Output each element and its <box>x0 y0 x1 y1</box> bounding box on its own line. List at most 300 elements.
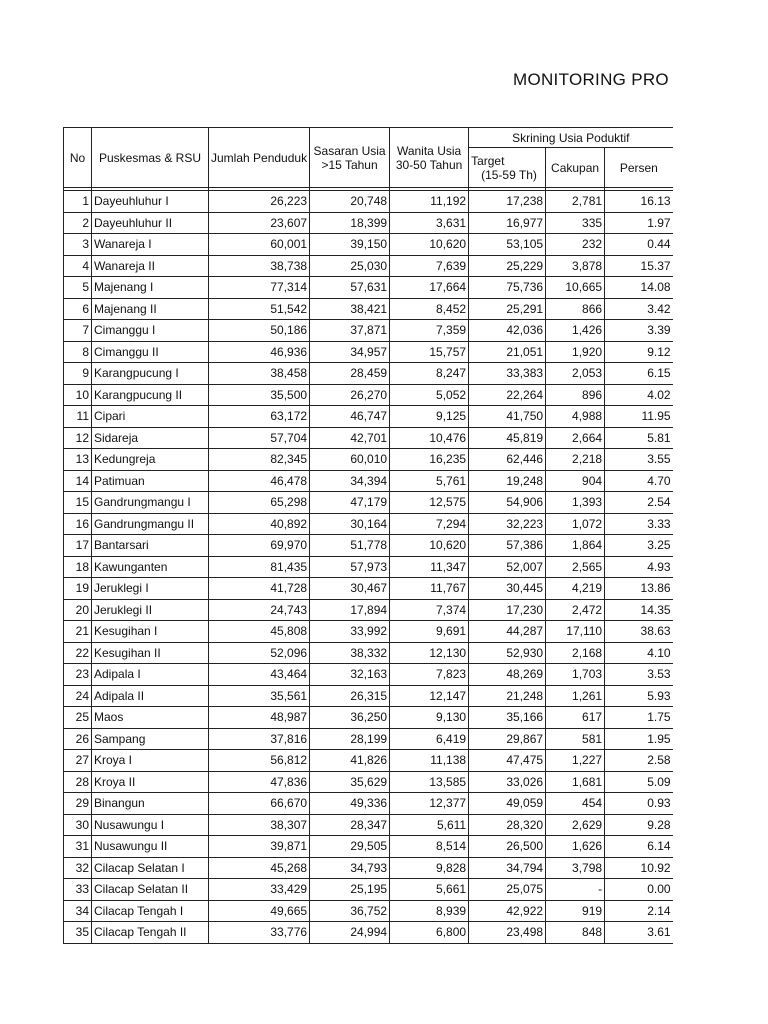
table-row <box>64 277 673 299</box>
row-sasaran-cell: 26,270 <box>310 384 390 406</box>
row-target-cell: 21,248 <box>469 685 546 707</box>
row-puskesmas-cell: Sidareja <box>92 427 209 449</box>
row-cakupan-cell: 866 <box>546 298 605 320</box>
row-cakupan-cell: 1,626 <box>546 836 605 858</box>
row-cakupan-cell: 454 <box>546 793 605 815</box>
row-target-cell: 52,007 <box>469 556 546 578</box>
table-row <box>64 771 673 793</box>
row-persen-cell: 3.55 <box>605 449 673 471</box>
row-sasaran-cell: 30,467 <box>310 578 390 600</box>
row-persen-cell: 3.53 <box>605 664 673 686</box>
row-jumlah-penduduk-cell: 51,542 <box>209 298 310 320</box>
row-jumlah-penduduk-cell: 38,458 <box>209 363 310 385</box>
row-jumlah-penduduk-cell: 57,704 <box>209 427 310 449</box>
row-puskesmas-cell: Karangpucung II <box>92 384 209 406</box>
row-puskesmas-cell: Majenang I <box>92 277 209 299</box>
row-jumlah-penduduk-cell: 46,936 <box>209 341 310 363</box>
table-row <box>64 341 673 363</box>
table-row <box>64 492 673 514</box>
row-wanita-cell: 12,377 <box>390 793 469 815</box>
row-persen-cell: 3.33 <box>605 513 673 535</box>
row-persen-cell: 10.92 <box>605 857 673 879</box>
header-wanita-line2: 30-50 Tahun <box>395 157 463 172</box>
row-wanita-cell: 9,130 <box>390 707 469 729</box>
row-persen-cell: 5.09 <box>605 771 673 793</box>
table-row <box>64 857 673 879</box>
row-sasaran-cell: 29,505 <box>310 836 390 858</box>
table-row <box>64 234 673 256</box>
header-wanita-line1: Wanita Usia <box>396 143 462 158</box>
row-wanita-cell: 9,125 <box>390 406 469 428</box>
row-puskesmas-cell: Cilacap Tengah II <box>92 922 209 944</box>
row-cakupan-cell: 896 <box>546 384 605 406</box>
row-sasaran-cell: 28,199 <box>310 728 390 750</box>
row-target-cell: 30,445 <box>469 578 546 600</box>
row-no-cell: 27 <box>64 750 92 772</box>
row-target-cell: 48,269 <box>469 664 546 686</box>
row-no-cell: 8 <box>64 341 92 363</box>
row-sasaran-cell: 42,701 <box>310 427 390 449</box>
row-puskesmas-cell: Nusawungu I <box>92 814 209 836</box>
row-puskesmas-cell: Bantarsari <box>92 535 209 557</box>
row-cakupan-cell: 4,988 <box>546 406 605 428</box>
row-puskesmas-cell: Cimanggu II <box>92 341 209 363</box>
row-jumlah-penduduk-cell: 23,607 <box>209 212 310 234</box>
row-jumlah-penduduk-cell: 56,812 <box>209 750 310 772</box>
table-row <box>64 900 673 922</box>
row-no-cell: 11 <box>64 406 92 428</box>
row-puskesmas-cell: Kroya I <box>92 750 209 772</box>
row-no-cell: 29 <box>64 793 92 815</box>
row-sasaran-cell: 18,399 <box>310 212 390 234</box>
header-sasaran-line1: Sasaran Usia <box>313 143 386 158</box>
row-sasaran-cell: 38,421 <box>310 298 390 320</box>
row-cakupan-cell: 2,781 <box>546 191 605 213</box>
row-sasaran-cell: 57,631 <box>310 277 390 299</box>
row-target-cell: 25,229 <box>469 255 546 277</box>
row-persen-cell: 3.61 <box>605 922 673 944</box>
row-no-cell: 20 <box>64 599 92 621</box>
row-no-cell: 10 <box>64 384 92 406</box>
row-jumlah-penduduk-cell: 33,776 <box>209 922 310 944</box>
row-jumlah-penduduk-cell: 49,665 <box>209 900 310 922</box>
row-cakupan-cell: 3,878 <box>546 255 605 277</box>
row-no-cell: 32 <box>64 857 92 879</box>
table-row <box>64 685 673 707</box>
row-cakupan-cell: 617 <box>546 707 605 729</box>
row-jumlah-penduduk-cell: 60,001 <box>209 234 310 256</box>
row-jumlah-penduduk-cell: 81,435 <box>209 556 310 578</box>
row-target-cell: 35,166 <box>469 707 546 729</box>
header-persen: Persen <box>605 148 673 188</box>
row-persen-cell: 16.13 <box>605 191 673 213</box>
row-persen-cell: 3.39 <box>605 320 673 342</box>
row-jumlah-penduduk-cell: 33,429 <box>209 879 310 901</box>
row-puskesmas-cell: Kedungreja <box>92 449 209 471</box>
header-target-line2: (15-59 Th) <box>481 167 537 182</box>
table-row <box>64 879 673 901</box>
row-no-cell: 31 <box>64 836 92 858</box>
row-no-cell: 14 <box>64 470 92 492</box>
row-puskesmas-cell: Cilacap Selatan II <box>92 879 209 901</box>
row-sasaran-cell: 38,332 <box>310 642 390 664</box>
row-persen-cell: 4.70 <box>605 470 673 492</box>
row-sasaran-cell: 34,793 <box>310 857 390 879</box>
row-wanita-cell: 11,192 <box>390 191 469 213</box>
row-sasaran-cell: 36,250 <box>310 707 390 729</box>
row-wanita-cell: 7,359 <box>390 320 469 342</box>
row-no-cell: 16 <box>64 513 92 535</box>
table-row <box>64 621 673 643</box>
row-sasaran-cell: 32,163 <box>310 664 390 686</box>
row-wanita-cell: 5,661 <box>390 879 469 901</box>
row-puskesmas-cell: Wanareja I <box>92 234 209 256</box>
row-puskesmas-cell: Nusawungu II <box>92 836 209 858</box>
row-cakupan-cell: 3,798 <box>546 857 605 879</box>
table-row <box>64 642 673 664</box>
row-target-cell: 28,320 <box>469 814 546 836</box>
row-wanita-cell: 17,664 <box>390 277 469 299</box>
row-persen-cell: 0.93 <box>605 793 673 815</box>
header-no: No <box>64 128 92 188</box>
table-row <box>64 664 673 686</box>
table-row <box>64 449 673 471</box>
row-target-cell: 57,386 <box>469 535 546 557</box>
row-target-cell: 16,977 <box>469 212 546 234</box>
table-row <box>64 255 673 277</box>
row-puskesmas-cell: Adipala II <box>92 685 209 707</box>
row-target-cell: 17,238 <box>469 191 546 213</box>
row-cakupan-cell: 919 <box>546 900 605 922</box>
row-puskesmas-cell: Cilacap Tengah I <box>92 900 209 922</box>
row-puskesmas-cell: Jeruklegi I <box>92 578 209 600</box>
row-target-cell: 26,500 <box>469 836 546 858</box>
row-target-cell: 32,223 <box>469 513 546 535</box>
row-target-cell: 54,906 <box>469 492 546 514</box>
header-wanita-usia <box>390 128 469 188</box>
header-target-line1: Target <box>471 153 505 168</box>
row-wanita-cell: 13,585 <box>390 771 469 793</box>
row-jumlah-penduduk-cell: 45,808 <box>209 621 310 643</box>
table-row <box>64 750 673 772</box>
row-jumlah-penduduk-cell: 35,561 <box>209 685 310 707</box>
table-body <box>64 191 673 944</box>
row-sasaran-cell: 37,871 <box>310 320 390 342</box>
table-row <box>64 535 673 557</box>
row-sasaran-cell: 35,629 <box>310 771 390 793</box>
monitoring-table <box>63 127 673 944</box>
row-cakupan-cell: 1,703 <box>546 664 605 686</box>
row-target-cell: 45,819 <box>469 427 546 449</box>
row-no-cell: 15 <box>64 492 92 514</box>
table-row <box>64 728 673 750</box>
header-sasaran-line2: >15 Tahun <box>321 157 378 172</box>
row-cakupan-cell: 904 <box>546 470 605 492</box>
table-row <box>64 470 673 492</box>
page-title: MONITORING PRO <box>513 70 669 89</box>
header-puskesmas: Puskesmas & RSU <box>92 128 209 188</box>
row-cakupan-cell: 2,472 <box>546 599 605 621</box>
row-wanita-cell: 9,828 <box>390 857 469 879</box>
row-persen-cell: 38.63 <box>605 621 673 643</box>
row-target-cell: 19,248 <box>469 470 546 492</box>
row-jumlah-penduduk-cell: 37,816 <box>209 728 310 750</box>
row-persen-cell: 5.93 <box>605 685 673 707</box>
row-cakupan-cell: 2,565 <box>546 556 605 578</box>
row-cakupan-cell: 1,261 <box>546 685 605 707</box>
row-cakupan-cell: 17,110 <box>546 621 605 643</box>
row-wanita-cell: 12,147 <box>390 685 469 707</box>
row-puskesmas-cell: Kesugihan I <box>92 621 209 643</box>
row-puskesmas-cell: Majenang II <box>92 298 209 320</box>
row-sasaran-cell: 28,459 <box>310 363 390 385</box>
row-wanita-cell: 5,052 <box>390 384 469 406</box>
row-target-cell: 52,930 <box>469 642 546 664</box>
row-no-cell: 23 <box>64 664 92 686</box>
row-persen-cell: 2.58 <box>605 750 673 772</box>
row-puskesmas-cell: Maos <box>92 707 209 729</box>
row-no-cell: 7 <box>64 320 92 342</box>
row-persen-cell: 4.93 <box>605 556 673 578</box>
row-cakupan-cell: 848 <box>546 922 605 944</box>
row-cakupan-cell: 2,218 <box>546 449 605 471</box>
row-target-cell: 23,498 <box>469 922 546 944</box>
row-no-cell: 34 <box>64 900 92 922</box>
row-target-cell: 21,051 <box>469 341 546 363</box>
row-jumlah-penduduk-cell: 69,970 <box>209 535 310 557</box>
row-persen-cell: 3.42 <box>605 298 673 320</box>
row-wanita-cell: 3,631 <box>390 212 469 234</box>
row-persen-cell: 14.08 <box>605 277 673 299</box>
row-target-cell: 25,291 <box>469 298 546 320</box>
table-row <box>64 793 673 815</box>
row-wanita-cell: 8,247 <box>390 363 469 385</box>
row-cakupan-cell: 581 <box>546 728 605 750</box>
row-jumlah-penduduk-cell: 63,172 <box>209 406 310 428</box>
row-persen-cell: 15.37 <box>605 255 673 277</box>
header-skrining-group: Skrining Usia Poduktif <box>469 128 673 148</box>
row-persen-cell: 6.14 <box>605 836 673 858</box>
row-puskesmas-cell: Adipala I <box>92 664 209 686</box>
row-no-cell: 22 <box>64 642 92 664</box>
row-no-cell: 18 <box>64 556 92 578</box>
row-cakupan-cell: 232 <box>546 234 605 256</box>
row-target-cell: 62,446 <box>469 449 546 471</box>
row-jumlah-penduduk-cell: 45,268 <box>209 857 310 879</box>
row-sasaran-cell: 20,748 <box>310 191 390 213</box>
row-persen-cell: 2.14 <box>605 900 673 922</box>
row-puskesmas-cell: Binangun <box>92 793 209 815</box>
row-wanita-cell: 8,939 <box>390 900 469 922</box>
table-row <box>64 578 673 600</box>
row-persen-cell: 4.10 <box>605 642 673 664</box>
table-row <box>64 427 673 449</box>
row-no-cell: 33 <box>64 879 92 901</box>
row-puskesmas-cell: Cipari <box>92 406 209 428</box>
row-jumlah-penduduk-cell: 52,096 <box>209 642 310 664</box>
row-puskesmas-cell: Patimuan <box>92 470 209 492</box>
table-row <box>64 814 673 836</box>
table-row <box>64 707 673 729</box>
row-jumlah-penduduk-cell: 47,836 <box>209 771 310 793</box>
header-sasaran-usia <box>310 128 390 188</box>
row-wanita-cell: 16,235 <box>390 449 469 471</box>
row-cakupan-cell: 1,393 <box>546 492 605 514</box>
row-puskesmas-cell: Gandrungmangu I <box>92 492 209 514</box>
row-no-cell: 5 <box>64 277 92 299</box>
table-row <box>64 363 673 385</box>
row-no-cell: 13 <box>64 449 92 471</box>
row-wanita-cell: 8,514 <box>390 836 469 858</box>
table-row <box>64 836 673 858</box>
row-persen-cell: 14.35 <box>605 599 673 621</box>
row-no-cell: 24 <box>64 685 92 707</box>
row-no-cell: 9 <box>64 363 92 385</box>
row-cakupan-cell: 1,227 <box>546 750 605 772</box>
row-wanita-cell: 11,347 <box>390 556 469 578</box>
row-puskesmas-cell: Gandrungmangu II <box>92 513 209 535</box>
row-sasaran-cell: 39,150 <box>310 234 390 256</box>
row-sasaran-cell: 28,347 <box>310 814 390 836</box>
row-jumlah-penduduk-cell: 38,738 <box>209 255 310 277</box>
row-target-cell: 41,750 <box>469 406 546 428</box>
row-persen-cell: 4.02 <box>605 384 673 406</box>
table-row <box>64 599 673 621</box>
row-puskesmas-cell: Sampang <box>92 728 209 750</box>
row-no-cell: 30 <box>64 814 92 836</box>
row-persen-cell: 3.25 <box>605 535 673 557</box>
header-jumlah-penduduk: Jumlah Penduduk <box>209 128 310 188</box>
row-wanita-cell: 8,452 <box>390 298 469 320</box>
row-jumlah-penduduk-cell: 26,223 <box>209 191 310 213</box>
table-row <box>64 298 673 320</box>
row-puskesmas-cell: Karangpucung I <box>92 363 209 385</box>
row-sasaran-cell: 26,315 <box>310 685 390 707</box>
row-puskesmas-cell: Dayeuhluhur II <box>92 212 209 234</box>
row-persen-cell: 9.28 <box>605 814 673 836</box>
row-cakupan-cell: 2,053 <box>546 363 605 385</box>
row-wanita-cell: 12,575 <box>390 492 469 514</box>
row-sasaran-cell: 17,894 <box>310 599 390 621</box>
row-wanita-cell: 6,419 <box>390 728 469 750</box>
row-puskesmas-cell: Kroya II <box>92 771 209 793</box>
row-persen-cell: 0.00 <box>605 879 673 901</box>
row-cakupan-cell: 10,665 <box>546 277 605 299</box>
table-header <box>64 128 673 191</box>
row-sasaran-cell: 25,030 <box>310 255 390 277</box>
row-no-cell: 4 <box>64 255 92 277</box>
row-cakupan-cell: 2,664 <box>546 427 605 449</box>
row-wanita-cell: 15,757 <box>390 341 469 363</box>
header-target <box>469 148 546 188</box>
row-puskesmas-cell: Kesugihan II <box>92 642 209 664</box>
row-wanita-cell: 7,639 <box>390 255 469 277</box>
row-sasaran-cell: 49,336 <box>310 793 390 815</box>
row-no-cell: 26 <box>64 728 92 750</box>
table-row <box>64 922 673 944</box>
row-target-cell: 22,264 <box>469 384 546 406</box>
row-cakupan-cell: 4,219 <box>546 578 605 600</box>
row-sasaran-cell: 47,179 <box>310 492 390 514</box>
row-persen-cell: 1.97 <box>605 212 673 234</box>
row-sasaran-cell: 34,957 <box>310 341 390 363</box>
row-jumlah-penduduk-cell: 65,298 <box>209 492 310 514</box>
row-sasaran-cell: 25,195 <box>310 879 390 901</box>
row-target-cell: 75,736 <box>469 277 546 299</box>
row-jumlah-penduduk-cell: 82,345 <box>209 449 310 471</box>
row-jumlah-penduduk-cell: 35,500 <box>209 384 310 406</box>
row-puskesmas-cell: Kawunganten <box>92 556 209 578</box>
row-wanita-cell: 7,823 <box>390 664 469 686</box>
row-wanita-cell: 6,800 <box>390 922 469 944</box>
row-jumlah-penduduk-cell: 46,478 <box>209 470 310 492</box>
row-puskesmas-cell: Dayeuhluhur I <box>92 191 209 213</box>
row-sasaran-cell: 33,992 <box>310 621 390 643</box>
row-target-cell: 33,026 <box>469 771 546 793</box>
row-target-cell: 29,867 <box>469 728 546 750</box>
row-wanita-cell: 7,374 <box>390 599 469 621</box>
row-no-cell: 19 <box>64 578 92 600</box>
table-row <box>64 384 673 406</box>
row-no-cell: 12 <box>64 427 92 449</box>
row-wanita-cell: 5,761 <box>390 470 469 492</box>
row-sasaran-cell: 30,164 <box>310 513 390 535</box>
table-row <box>64 212 673 234</box>
row-no-cell: 1 <box>64 191 92 213</box>
row-wanita-cell: 10,476 <box>390 427 469 449</box>
row-sasaran-cell: 34,394 <box>310 470 390 492</box>
row-sasaran-cell: 41,826 <box>310 750 390 772</box>
row-persen-cell: 9.12 <box>605 341 673 363</box>
table-row <box>64 320 673 342</box>
table-row <box>64 406 673 428</box>
row-wanita-cell: 10,620 <box>390 535 469 557</box>
row-target-cell: 33,383 <box>469 363 546 385</box>
row-no-cell: 28 <box>64 771 92 793</box>
row-jumlah-penduduk-cell: 48,987 <box>209 707 310 729</box>
row-puskesmas-cell: Cilacap Selatan I <box>92 857 209 879</box>
row-persen-cell: 11.95 <box>605 406 673 428</box>
row-sasaran-cell: 60,010 <box>310 449 390 471</box>
row-sasaran-cell: 36,752 <box>310 900 390 922</box>
row-target-cell: 42,922 <box>469 900 546 922</box>
row-cakupan-cell: 1,072 <box>546 513 605 535</box>
table-row <box>64 556 673 578</box>
row-jumlah-penduduk-cell: 39,871 <box>209 836 310 858</box>
row-target-cell: 42,036 <box>469 320 546 342</box>
row-wanita-cell: 10,620 <box>390 234 469 256</box>
row-target-cell: 53,105 <box>469 234 546 256</box>
row-no-cell: 2 <box>64 212 92 234</box>
row-wanita-cell: 12,130 <box>390 642 469 664</box>
row-puskesmas-cell: Cimanggu I <box>92 320 209 342</box>
row-persen-cell: 5.81 <box>605 427 673 449</box>
row-persen-cell: 1.95 <box>605 728 673 750</box>
row-sasaran-cell: 57,973 <box>310 556 390 578</box>
table-row <box>64 513 673 535</box>
row-jumlah-penduduk-cell: 66,670 <box>209 793 310 815</box>
row-no-cell: 25 <box>64 707 92 729</box>
row-jumlah-penduduk-cell: 43,464 <box>209 664 310 686</box>
row-sasaran-cell: 51,778 <box>310 535 390 557</box>
row-target-cell: 47,475 <box>469 750 546 772</box>
row-wanita-cell: 7,294 <box>390 513 469 535</box>
row-cakupan-cell: 1,426 <box>546 320 605 342</box>
header-cakupan: Cakupan <box>546 148 605 188</box>
row-jumlah-penduduk-cell: 41,728 <box>209 578 310 600</box>
row-cakupan-cell: 1,864 <box>546 535 605 557</box>
row-no-cell: 35 <box>64 922 92 944</box>
